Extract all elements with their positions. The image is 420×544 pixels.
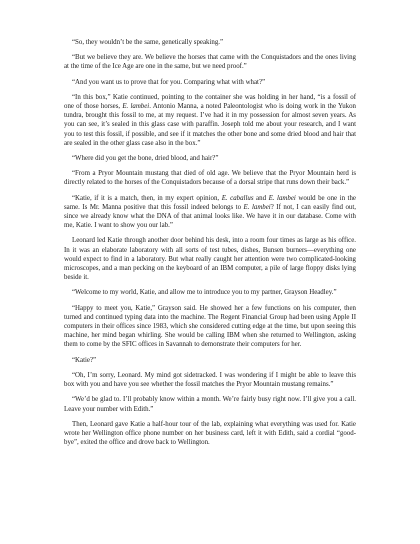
paragraph-10: “Happy to meet you, Katie,” Grayson said. He showed her a few functions on his computer, then turned and continued typing data into the machine. The Regent Financial Group had been using Apple II computers in their offices since 1983, which she considered cutting edge at the time, but upon seeing this machine, her mind began whirling. She would be calling IBM when she returned to Wellington, asking them to come by the SFIC offices in Savannah to demonstrate their computers for her. xyxy=(64,304,356,349)
paragraph-12: “Oh, I’m sorry, Leonard. My mind got sidetracked. I was wondering if I might be able to leave this box with you and have you see whether the fossil matches the Pryor Mountain mustang remains.” xyxy=(64,371,356,389)
species-name: E. lambei xyxy=(268,194,296,202)
paragraph-8: Leonard led Katie through another door behind his desk, into a room four times as large as his office. In it was an elaborate laboratory with all sorts of test tubes, dishes, Bunsen burners—everything one would expect to find in a laboratory. But what really caught her attention were two complicated-looking microscopes, and a man pecking on the keyboard of an IBM computer, a pile of large floppy disks lying beside it. xyxy=(64,237,356,282)
paragraph-9: “Welcome to my world, Katie, and allow me to introduce you to my partner, Grayson Headley.” xyxy=(72,289,337,297)
paragraph-2: “But we believe they are. We believe the horses that came with the Conquistadors and the ones living at the time of the Ice Age are one in the same, but we need proof.” xyxy=(64,54,356,71)
paragraph-11: “Katie?” xyxy=(72,356,97,364)
paragraph-13: “We’d be glad to. I’ll probably know within a month. We’re fairly busy right now. I’ll give you a call. Leave your number with Edith.” xyxy=(64,396,356,413)
paragraph-6: “From a Pryor Mountain mustang that died of old age. We believe that the Pryor Mountain herd is directly related to the horses of the Conquistadors because of a dorsal stripe that runs down their back.” xyxy=(64,170,356,187)
paragraph-14: Then, Leonard gave Katie a half-hour tour of the lab, explaining what everything was used for. Katie wrote her Wellington office phone number on her business card, left it with Edith, said a cordial “good-bye”, exited the office and drove back to Wellington. xyxy=(64,420,356,447)
paragraph-1: “So, they wouldn’t be the same, genetically speaking.” xyxy=(72,39,224,46)
paragraph-5: “Where did you get the bone, dried blood, and hair?” xyxy=(72,155,219,163)
species-name: E. caballus xyxy=(221,194,254,202)
paragraph-7: “Katie, if it is a match, then, in my expert opinion, E. caballus and E. lambei would be one in the same. Is Mr. Manna positive that this fossil indeed belongs to E. lambei? If not, I can easily find out, since we already know what the DNA of that animal looks like. We have it in our database. Come with me, Katie. I want to show you our lab.” xyxy=(64,194,357,230)
species-name: E. lambei xyxy=(122,103,150,111)
paragraph-4: “In this box,” Katie continued, pointing to the container she was holding in her hand, “is a fossil of one of those horses, E. lambei. Antonio Manna, a noted Paleontologist who is doing work in the Yukon tundra, brought this fossil to me, at my request. I’ve had it in my possession for almost seven years. As you can see, it’s sealed in this glass case with paraffin. Joseph told me about your research, and I want you to test this fossil, if possible, and see if it matches the other bone and some dried blood and hair that are sealed in the other glass case also in the box.” xyxy=(64,93,356,147)
paragraph-3: “And you want us to prove that for you. Comparing what with what?” xyxy=(72,78,266,86)
book-page xyxy=(64,38,356,453)
species-name: E. lambei xyxy=(243,203,271,211)
